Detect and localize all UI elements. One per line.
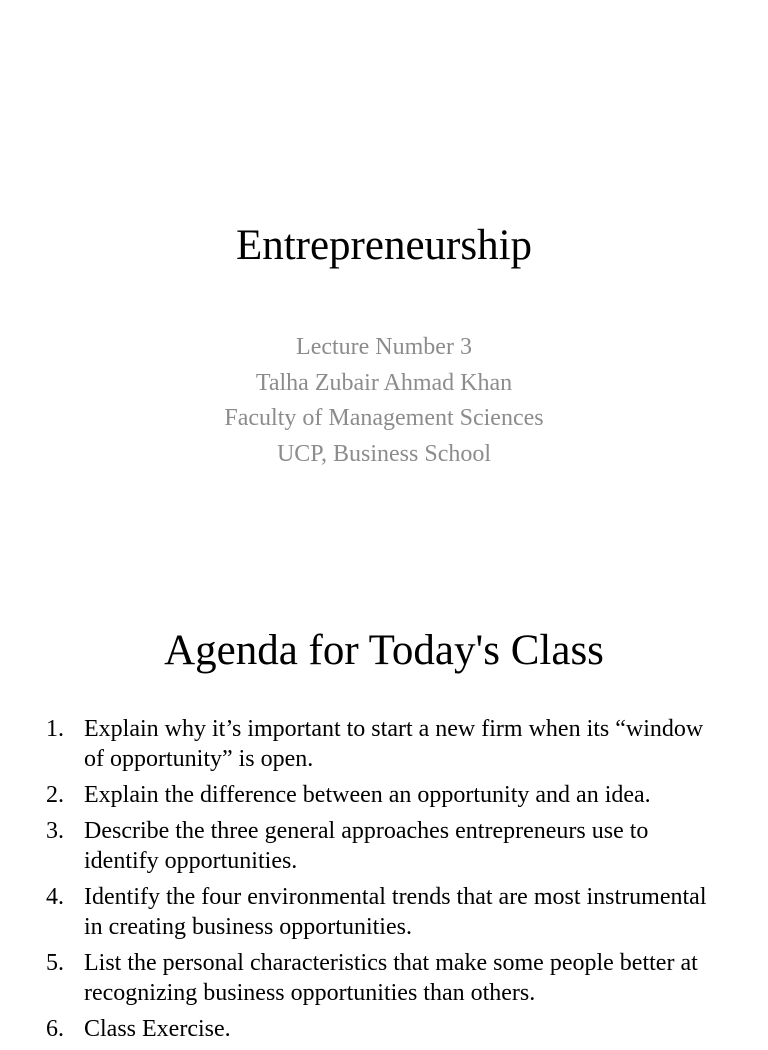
faculty-name: Faculty of Management Sciences xyxy=(224,405,544,431)
item-number: 4. xyxy=(46,884,64,910)
item-number: 6. xyxy=(46,1016,64,1042)
agenda-title: Agenda for Today's Class xyxy=(164,627,604,674)
item-text: Class Exercise. xyxy=(84,1016,231,1042)
list-item xyxy=(0,780,768,810)
agenda-list xyxy=(0,714,768,1050)
list-item xyxy=(0,882,768,942)
item-number: 1. xyxy=(46,716,64,742)
slide-subtitle xyxy=(0,330,768,472)
item-text: Identify the four environmental trends that are most instrumental in creating business opportunities. xyxy=(84,884,707,940)
item-text: Describe the three general approaches entrepreneurs use to identify opportunities. xyxy=(84,818,649,874)
lecture-number: Lecture Number 3 xyxy=(296,334,472,360)
school-name: UCP, Business School xyxy=(276,440,492,467)
item-number: 5. xyxy=(46,950,64,976)
list-item xyxy=(0,816,768,876)
item-number: 2. xyxy=(46,782,64,808)
item-text: Explain why it’s important to start a new firm when its “window of opportunity” is open. xyxy=(84,716,704,772)
agenda-slide xyxy=(0,576,768,1042)
slide-title: Entrepreneurship xyxy=(235,222,533,269)
item-text: List the personal characteristics that make some people better at recognizing business opportunities than others. xyxy=(84,950,698,1006)
item-text: Explain the difference between an opportunity and an idea. xyxy=(84,782,651,808)
list-item xyxy=(0,714,768,774)
item-number: 3. xyxy=(46,818,64,844)
author-name: Talha Zubair Ahmad Khan xyxy=(255,369,513,396)
list-item xyxy=(0,1014,768,1044)
list-item xyxy=(0,948,768,1008)
